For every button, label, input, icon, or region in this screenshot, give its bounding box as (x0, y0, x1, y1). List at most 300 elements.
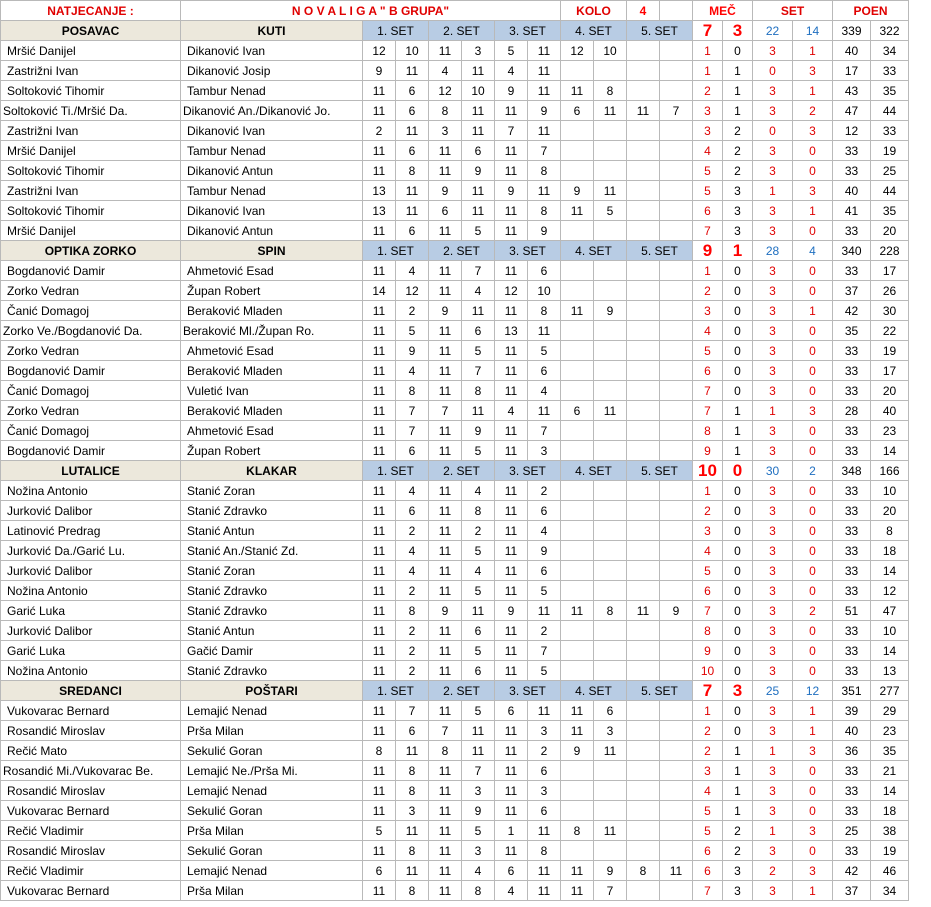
set-score: 9 (561, 741, 594, 761)
running-home: 7 (693, 601, 723, 621)
set-score: 6 (396, 721, 429, 741)
set-score: 6 (495, 701, 528, 721)
points-home: 42 (833, 301, 871, 321)
set-score (627, 301, 660, 321)
sets-away: 3 (793, 861, 833, 881)
set-score (594, 581, 627, 601)
set-score: 11 (495, 341, 528, 361)
points-away: 40 (871, 401, 909, 421)
set-score (561, 481, 594, 501)
sets-home: 3 (753, 761, 793, 781)
set-score: 5 (495, 41, 528, 61)
away-player: Dikanović Antun (181, 221, 363, 241)
set-score: 11 (429, 701, 462, 721)
set-score (660, 441, 693, 461)
set-column-header: 2. SET (429, 241, 495, 261)
league-name: N O V A L I G A " B GRUPA" (181, 1, 561, 21)
set-score (660, 341, 693, 361)
set-score: 7 (462, 761, 495, 781)
game-row (1, 41, 909, 61)
game-row (1, 361, 909, 381)
points-home: 33 (833, 581, 871, 601)
running-home: 3 (693, 121, 723, 141)
points-away: 10 (871, 481, 909, 501)
points-away: 33 (871, 61, 909, 81)
home-player: Zorko Vedran (1, 281, 181, 301)
set-score: 5 (462, 821, 495, 841)
points-home: 33 (833, 501, 871, 521)
sets-away: 1 (793, 41, 833, 61)
set-score: 8 (363, 741, 396, 761)
home-player: Nožina Antonio (1, 481, 181, 501)
set-score: 6 (594, 701, 627, 721)
points-away: 25 (871, 161, 909, 181)
set-score: 11 (462, 201, 495, 221)
home-team: LUTALICE (1, 461, 181, 481)
home-player: Zastrižni Ivan (1, 61, 181, 81)
set-score: 8 (462, 501, 495, 521)
set-score: 7 (528, 421, 561, 441)
set-score: 6 (396, 441, 429, 461)
running-home: 5 (693, 341, 723, 361)
set-score (561, 341, 594, 361)
points-away: 29 (871, 701, 909, 721)
set-score: 11 (594, 181, 627, 201)
set-score: 5 (462, 641, 495, 661)
away-player: Stanić Antun (181, 521, 363, 541)
running-home: 10 (693, 661, 723, 681)
set-score: 11 (495, 201, 528, 221)
set-score (594, 161, 627, 181)
set-score: 11 (363, 421, 396, 441)
set-score: 4 (396, 561, 429, 581)
game-row (1, 381, 909, 401)
running-away: 0 (723, 381, 753, 401)
points-away: 17 (871, 261, 909, 281)
sets-away: 0 (793, 621, 833, 641)
points-home: 35 (833, 321, 871, 341)
set-score: 9 (528, 221, 561, 241)
set-score (594, 841, 627, 861)
set-score: 6 (462, 141, 495, 161)
running-away: 3 (723, 201, 753, 221)
set-score (627, 261, 660, 281)
game-row (1, 161, 909, 181)
running-home: 4 (693, 781, 723, 801)
set-score: 11 (429, 381, 462, 401)
set-score: 9 (495, 181, 528, 201)
set-column-header: 4. SET (561, 461, 627, 481)
away-player: Lemajić Nenad (181, 701, 363, 721)
set-score: 8 (396, 841, 429, 861)
away-player: Stanić Antun (181, 621, 363, 641)
set-score: 11 (396, 861, 429, 881)
set-score (561, 281, 594, 301)
team-header-row (1, 681, 909, 701)
set-score: 11 (495, 261, 528, 281)
set-score (561, 581, 594, 601)
set-score: 11 (429, 481, 462, 501)
set-score (594, 641, 627, 661)
set-score: 6 (462, 321, 495, 341)
set-score (561, 381, 594, 401)
points-home: 40 (833, 721, 871, 741)
game-row (1, 301, 909, 321)
sets-home: 3 (753, 721, 793, 741)
game-row (1, 201, 909, 221)
set-score: 11 (528, 181, 561, 201)
points-total-away: 322 (871, 21, 909, 41)
away-player: Lemajić Ne./Prša Mi. (181, 761, 363, 781)
points-home: 33 (833, 481, 871, 501)
points-home: 43 (833, 81, 871, 101)
set-score: 11 (429, 261, 462, 281)
set-score: 11 (594, 101, 627, 121)
set-score: 4 (462, 481, 495, 501)
set-score (660, 741, 693, 761)
set-score (594, 221, 627, 241)
set-score: 11 (528, 321, 561, 341)
away-player: Tambur Nenad (181, 181, 363, 201)
set-score: 11 (528, 61, 561, 81)
away-player: Ahmetović Esad (181, 261, 363, 281)
running-away: 0 (723, 301, 753, 321)
set-score: 8 (396, 781, 429, 801)
game-row (1, 641, 909, 661)
set-score: 11 (363, 521, 396, 541)
away-player: Dikanović Ivan (181, 121, 363, 141)
home-player: Bogdanović Damir (1, 361, 181, 381)
points-away: 18 (871, 541, 909, 561)
points-home: 47 (833, 101, 871, 121)
set-score: 9 (429, 601, 462, 621)
sets-home: 3 (753, 541, 793, 561)
points-away: 14 (871, 781, 909, 801)
set-score (627, 481, 660, 501)
game-row (1, 81, 909, 101)
set-score: 11 (396, 121, 429, 141)
set-score: 11 (462, 181, 495, 201)
game-row (1, 541, 909, 561)
sets-away: 3 (793, 401, 833, 421)
set-score: 3 (396, 801, 429, 821)
sets-home: 3 (753, 221, 793, 241)
sets-home: 3 (753, 701, 793, 721)
set-score (594, 781, 627, 801)
points-home: 12 (833, 121, 871, 141)
set-score: 11 (396, 741, 429, 761)
set-score: 9 (495, 81, 528, 101)
game-row (1, 341, 909, 361)
sets-home: 1 (753, 741, 793, 761)
running-home: 2 (693, 81, 723, 101)
sets-home: 0 (753, 61, 793, 81)
set-score: 3 (528, 781, 561, 801)
set-score: 11 (594, 821, 627, 841)
set-score (627, 61, 660, 81)
running-home: 2 (693, 501, 723, 521)
set-score: 11 (396, 61, 429, 81)
set-score: 2 (363, 121, 396, 141)
set-score: 11 (363, 561, 396, 581)
running-home: 2 (693, 281, 723, 301)
set-score (660, 301, 693, 321)
points-away: 23 (871, 421, 909, 441)
set-score: 11 (561, 201, 594, 221)
game-row (1, 701, 909, 721)
set-score: 8 (429, 741, 462, 761)
set-score: 11 (429, 421, 462, 441)
set-score (561, 141, 594, 161)
set-score: 11 (429, 841, 462, 861)
running-home: 1 (693, 701, 723, 721)
set-score: 2 (396, 581, 429, 601)
points-home: 51 (833, 601, 871, 621)
points-header: POEN (833, 1, 909, 21)
home-player: Rosandić Miroslav (1, 781, 181, 801)
home-player: Bogdanović Damir (1, 441, 181, 461)
set-score: 5 (462, 581, 495, 601)
running-away: 1 (723, 781, 753, 801)
set-column-header: 1. SET (363, 21, 429, 41)
sets-home: 3 (753, 261, 793, 281)
set-score: 11 (528, 81, 561, 101)
home-player: Garić Luka (1, 601, 181, 621)
set-score: 12 (396, 281, 429, 301)
set-score: 11 (561, 861, 594, 881)
set-score: 8 (594, 601, 627, 621)
points-away: 30 (871, 301, 909, 321)
running-home: 2 (693, 741, 723, 761)
set-score: 11 (363, 601, 396, 621)
away-player: Lemajić Nenad (181, 781, 363, 801)
set-score: 11 (363, 541, 396, 561)
team-header-row (1, 461, 909, 481)
set-score (561, 161, 594, 181)
set-column-header: 5. SET (627, 21, 693, 41)
sets-home: 3 (753, 81, 793, 101)
set-score (660, 781, 693, 801)
set-score: 11 (363, 361, 396, 381)
set-score: 11 (495, 361, 528, 381)
points-home: 33 (833, 221, 871, 241)
points-away: 22 (871, 321, 909, 341)
sets-home: 0 (753, 121, 793, 141)
sets-away: 1 (793, 81, 833, 101)
set-score: 11 (363, 841, 396, 861)
sets-home: 3 (753, 801, 793, 821)
points-away: 21 (871, 761, 909, 781)
sets-away: 0 (793, 341, 833, 361)
sets-away: 0 (793, 221, 833, 241)
set-score: 6 (396, 221, 429, 241)
set-score: 7 (528, 141, 561, 161)
running-home: 4 (693, 541, 723, 561)
set-score: 11 (594, 401, 627, 421)
set-score: 9 (363, 61, 396, 81)
running-away: 0 (723, 661, 753, 681)
running-away: 0 (723, 621, 753, 641)
set-score: 8 (396, 881, 429, 901)
set-score (561, 361, 594, 381)
points-away: 23 (871, 721, 909, 741)
away-player: Gačić Damir (181, 641, 363, 661)
match-score-away: 1 (723, 241, 753, 261)
set-score (594, 561, 627, 581)
points-away: 17 (871, 361, 909, 381)
set-score: 7 (495, 121, 528, 141)
set-score: 8 (396, 161, 429, 181)
set-score: 11 (429, 441, 462, 461)
set-score (627, 201, 660, 221)
set-score: 11 (429, 661, 462, 681)
points-away: 14 (871, 561, 909, 581)
set-score: 5 (528, 581, 561, 601)
set-score (594, 141, 627, 161)
set-score (561, 641, 594, 661)
sets-total-home: 22 (753, 21, 793, 41)
running-away: 0 (723, 561, 753, 581)
running-home: 9 (693, 641, 723, 661)
set-score: 5 (396, 321, 429, 341)
points-total-away: 277 (871, 681, 909, 701)
sets-away: 0 (793, 761, 833, 781)
set-score (594, 481, 627, 501)
sets-away: 0 (793, 641, 833, 661)
running-away: 0 (723, 721, 753, 741)
points-away: 14 (871, 641, 909, 661)
sets-home: 3 (753, 841, 793, 861)
points-home: 33 (833, 381, 871, 401)
points-home: 33 (833, 361, 871, 381)
points-home: 33 (833, 661, 871, 681)
set-score: 8 (561, 821, 594, 841)
game-row (1, 321, 909, 341)
running-home: 2 (693, 721, 723, 741)
sets-away: 2 (793, 101, 833, 121)
points-home: 33 (833, 641, 871, 661)
home-player: Vukovarac Bernard (1, 801, 181, 821)
set-score: 11 (396, 181, 429, 201)
points-home: 37 (833, 881, 871, 901)
sets-home: 3 (753, 881, 793, 901)
sets-away: 3 (793, 741, 833, 761)
sets-away: 0 (793, 141, 833, 161)
sets-home: 3 (753, 361, 793, 381)
set-score (561, 421, 594, 441)
set-score: 6 (528, 361, 561, 381)
set-score (594, 501, 627, 521)
set-score: 11 (528, 701, 561, 721)
sets-home: 3 (753, 421, 793, 441)
set-score: 9 (462, 421, 495, 441)
sets-away: 0 (793, 801, 833, 821)
home-player: Rosandić Mi./Vukovarac Be. (1, 761, 181, 781)
running-home: 5 (693, 821, 723, 841)
home-player: Čanić Domagoj (1, 301, 181, 321)
set-score: 11 (363, 781, 396, 801)
running-away: 1 (723, 801, 753, 821)
points-home: 36 (833, 741, 871, 761)
set-score: 11 (627, 601, 660, 621)
running-away: 1 (723, 401, 753, 421)
points-home: 33 (833, 261, 871, 281)
game-row (1, 501, 909, 521)
away-player: Stanić Zoran (181, 481, 363, 501)
set-score: 7 (396, 421, 429, 441)
set-score: 6 (528, 501, 561, 521)
sets-away: 0 (793, 321, 833, 341)
set-score (660, 161, 693, 181)
home-player: Zastrižni Ivan (1, 121, 181, 141)
running-home: 6 (693, 201, 723, 221)
sets-away: 0 (793, 561, 833, 581)
sets-home: 3 (753, 601, 793, 621)
set-score (561, 761, 594, 781)
set-score: 11 (495, 741, 528, 761)
set-score: 11 (528, 601, 561, 621)
set-score (627, 181, 660, 201)
set-score: 11 (495, 421, 528, 441)
set-score (594, 321, 627, 341)
sets-home: 3 (753, 661, 793, 681)
set-score (594, 661, 627, 681)
set-score (627, 521, 660, 541)
set-score: 11 (495, 641, 528, 661)
home-player: Rečić Vladimir (1, 861, 181, 881)
set-score: 7 (429, 401, 462, 421)
sets-home: 3 (753, 521, 793, 541)
set-score (561, 501, 594, 521)
set-score (594, 361, 627, 381)
running-away: 1 (723, 761, 753, 781)
game-row (1, 181, 909, 201)
set-score: 11 (528, 881, 561, 901)
set-score: 11 (495, 761, 528, 781)
home-team: OPTIKA ZORKO (1, 241, 181, 261)
running-home: 4 (693, 321, 723, 341)
set-score: 2 (396, 641, 429, 661)
set-score (660, 521, 693, 541)
set-score: 11 (561, 301, 594, 321)
set-score: 11 (528, 401, 561, 421)
points-away: 20 (871, 221, 909, 241)
points-home: 33 (833, 521, 871, 541)
set-score: 4 (396, 261, 429, 281)
set-score: 10 (594, 41, 627, 61)
set-score (660, 801, 693, 821)
set-score (594, 441, 627, 461)
round-label: KOLO (561, 1, 627, 21)
set-score: 11 (363, 761, 396, 781)
points-away: 10 (871, 621, 909, 641)
set-score (561, 261, 594, 281)
set-score: 11 (627, 101, 660, 121)
sets-away: 3 (793, 61, 833, 81)
points-away: 46 (871, 861, 909, 881)
sets-away: 2 (793, 601, 833, 621)
set-score: 11 (495, 721, 528, 741)
home-player: Mršić Danijel (1, 221, 181, 241)
set-score: 6 (528, 561, 561, 581)
set-score: 6 (396, 141, 429, 161)
set-column-header: 5. SET (627, 681, 693, 701)
home-player: Zorko Vedran (1, 341, 181, 361)
points-home: 33 (833, 621, 871, 641)
sets-away: 0 (793, 381, 833, 401)
away-player: Tambur Nenad (181, 81, 363, 101)
set-score: 11 (429, 781, 462, 801)
